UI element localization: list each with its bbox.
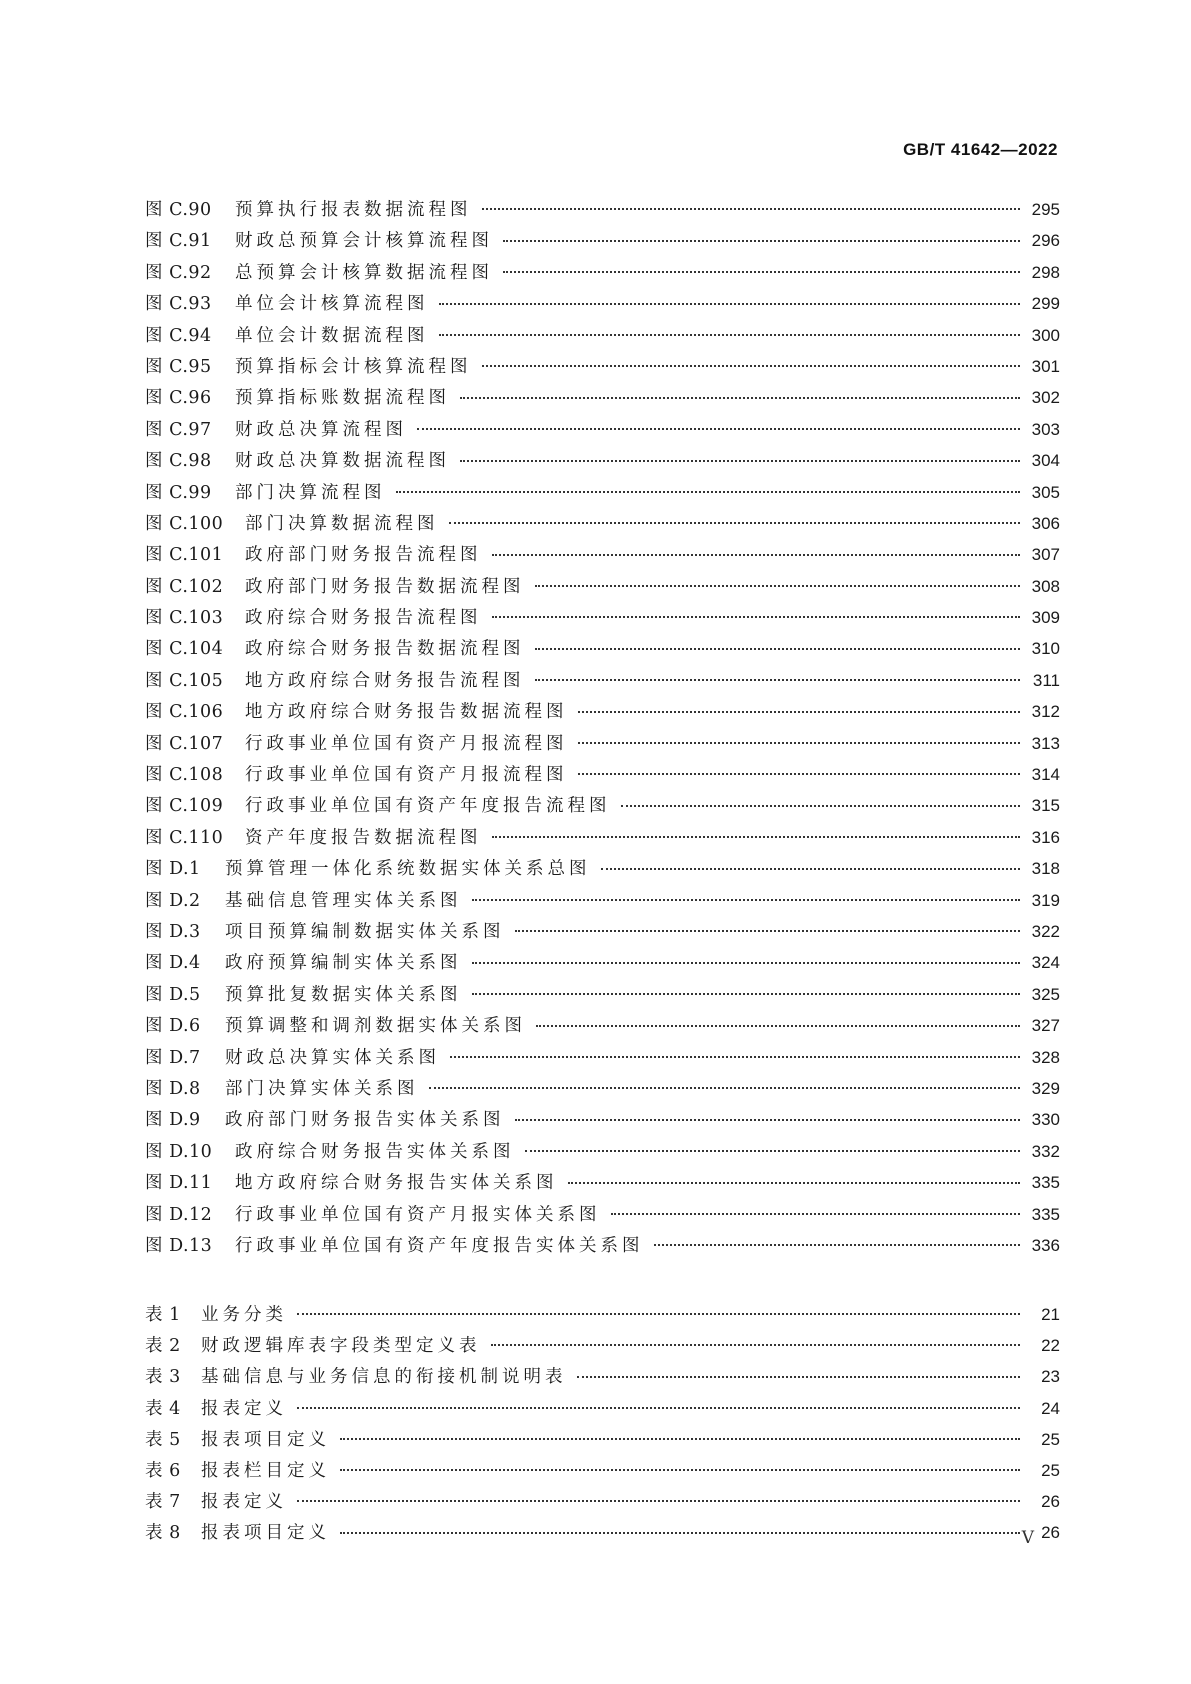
figure-entry[interactable] [145, 696, 1060, 727]
entry-page-number: 310 [1031, 639, 1060, 659]
entry-page-number: 23 [1041, 1367, 1060, 1387]
figure-entry[interactable] [145, 759, 1060, 790]
dot-leader [492, 835, 1021, 838]
dot-leader [472, 992, 1021, 995]
dot-leader [297, 1406, 1020, 1409]
entry-label: 图 D.11 [145, 1173, 213, 1194]
table-entry[interactable] [145, 1517, 1060, 1548]
entry-title: 预算批复数据实体关系图 [225, 984, 462, 1005]
entry-page-number: 316 [1031, 827, 1060, 847]
entry-page-number: 299 [1031, 294, 1060, 314]
figure-entry[interactable] [145, 320, 1060, 351]
figure-entry[interactable] [145, 508, 1060, 539]
entry-title: 行政事业单位国有资产年度报告实体关系图 [235, 1235, 644, 1256]
entry-page-number: 308 [1031, 576, 1060, 596]
dot-leader [568, 1181, 1021, 1184]
entry-page-number: 295 [1031, 200, 1060, 219]
dot-leader [482, 207, 1021, 210]
entry-page-number: 305 [1031, 482, 1060, 502]
figure-entry[interactable] [145, 1230, 1060, 1261]
figure-list [145, 194, 1060, 1261]
entry-page-number: 300 [1031, 325, 1060, 345]
dot-leader [340, 1531, 1020, 1534]
table-entry[interactable] [145, 1393, 1060, 1424]
figure-entry[interactable] [145, 1042, 1060, 1073]
figure-entry[interactable] [145, 382, 1060, 413]
entry-label: 图 D.10 [145, 1141, 213, 1162]
entry-title: 预算管理一体化系统数据实体关系总图 [225, 859, 591, 880]
entry-title: 政府综合财务报告实体关系图 [235, 1141, 515, 1162]
figure-entry[interactable] [145, 445, 1060, 476]
dot-leader [396, 490, 1021, 493]
entry-page-number: 298 [1031, 262, 1060, 282]
entry-title: 行政事业单位国有资产年度报告流程图 [245, 796, 611, 817]
entry-title: 项目预算编制数据实体关系图 [225, 921, 505, 942]
dot-leader [492, 615, 1021, 618]
figure-entry[interactable] [145, 633, 1060, 664]
entry-page-number: 25 [1041, 1460, 1060, 1480]
figure-entry[interactable] [145, 947, 1060, 978]
dot-leader [525, 1149, 1021, 1152]
figure-entry[interactable] [145, 539, 1060, 570]
dot-leader [492, 553, 1021, 556]
entry-title: 财政总预算会计核算流程图 [235, 231, 493, 252]
dot-leader [472, 961, 1021, 964]
entry-title: 财政总决算流程图 [235, 419, 407, 440]
entry-page-number: 319 [1031, 890, 1060, 910]
dot-leader [535, 647, 1021, 650]
dot-leader [439, 302, 1021, 305]
entry-label: 图 C.110 [145, 827, 224, 848]
dot-leader [654, 1243, 1021, 1246]
figure-entry[interactable] [145, 1167, 1060, 1198]
entry-title: 财政总决算实体关系图 [225, 1047, 440, 1068]
entry-title: 部门决算实体关系图 [225, 1078, 419, 1099]
entry-label: 图 C.107 [145, 733, 224, 754]
entry-title: 预算执行报表数据流程图 [235, 200, 472, 220]
figure-entry[interactable] [145, 979, 1060, 1010]
entry-page-number: 301 [1031, 356, 1060, 376]
dot-leader [472, 898, 1021, 901]
entry-page-number: 22 [1041, 1336, 1060, 1356]
dot-leader [515, 1118, 1021, 1121]
entry-label: 图 D.7 [145, 1047, 201, 1068]
figure-entry[interactable] [145, 885, 1060, 916]
entry-page-number: 314 [1031, 765, 1060, 785]
entry-label: 图 D.2 [145, 890, 201, 911]
figure-entry[interactable] [145, 1104, 1060, 1135]
entry-label: 图 C.92 [145, 262, 212, 283]
entry-label: 图 C.100 [145, 513, 224, 534]
entry-title: 行政事业单位国有资产月报流程图 [245, 765, 568, 786]
entry-page-number: 307 [1031, 545, 1060, 565]
entry-title: 报表栏目定义 [201, 1460, 330, 1481]
figure-entry[interactable] [145, 602, 1060, 633]
entry-page-number: 336 [1031, 1235, 1060, 1255]
entry-title: 地方政府综合财务报告实体关系图 [235, 1173, 558, 1194]
entry-page-number: 315 [1031, 796, 1060, 816]
entry-page-number: 296 [1031, 231, 1060, 251]
figure-entry[interactable] [145, 257, 1060, 288]
figure-entry[interactable] [145, 728, 1060, 759]
entry-title: 政府预算编制实体关系图 [225, 953, 462, 974]
entry-title: 报表项目定义 [201, 1429, 330, 1450]
dot-leader [340, 1437, 1020, 1440]
entry-label: 图 D.6 [145, 1016, 201, 1037]
entry-label: 图 C.91 [145, 231, 212, 252]
entry-title: 单位会计数据流程图 [235, 325, 429, 346]
dot-leader [297, 1499, 1020, 1502]
entry-page-number: 26 [1041, 1523, 1060, 1543]
entry-page-number: 24 [1041, 1398, 1060, 1418]
dot-leader [460, 396, 1020, 399]
entry-title: 预算指标会计核算流程图 [235, 356, 472, 377]
figure-entry[interactable] [145, 477, 1060, 508]
entry-title: 资产年度报告数据流程图 [245, 827, 482, 848]
entry-page-number: 324 [1031, 953, 1060, 973]
entry-label: 图 C.97 [145, 419, 212, 440]
dot-leader [297, 1312, 1020, 1315]
entry-label: 图 D.3 [145, 921, 201, 942]
entry-title: 政府综合财务报告流程图 [245, 608, 482, 629]
dot-leader [535, 584, 1021, 587]
entry-title: 政府部门财务报告数据流程图 [245, 576, 525, 597]
entry-label: 表 7 [145, 1492, 181, 1513]
dot-leader [578, 710, 1021, 713]
entry-label: 图 C.94 [145, 325, 212, 346]
dot-leader [340, 1468, 1020, 1471]
entry-title: 单位会计核算流程图 [235, 294, 429, 315]
figure-entry[interactable] [145, 665, 1060, 696]
entry-page-number: 303 [1031, 419, 1060, 439]
entry-label: 图 D.13 [145, 1235, 213, 1256]
dot-leader [578, 741, 1021, 744]
entry-page-number: 312 [1031, 702, 1060, 722]
entry-label: 表 1 [145, 1305, 181, 1325]
dot-leader [621, 804, 1021, 807]
entry-label: 图 D.9 [145, 1110, 201, 1131]
entry-title: 行政事业单位国有资产月报流程图 [245, 733, 568, 754]
page-number: V [1021, 1528, 1034, 1548]
table-entry[interactable] [145, 1455, 1060, 1486]
entry-label: 表 8 [145, 1523, 181, 1544]
dot-leader [536, 1024, 1020, 1027]
figure-entry[interactable] [145, 1199, 1060, 1230]
entry-label: 表 6 [145, 1460, 181, 1481]
entry-label: 图 C.95 [145, 356, 212, 377]
dot-leader [491, 1343, 1021, 1346]
entry-title: 政府部门财务报告实体关系图 [225, 1110, 505, 1131]
entry-page-number: 327 [1031, 1016, 1060, 1036]
entry-title: 部门决算流程图 [235, 482, 386, 503]
entry-label: 表 3 [145, 1367, 181, 1388]
entry-page-number: 329 [1031, 1078, 1060, 1098]
dot-leader [515, 929, 1021, 932]
entry-title: 预算调整和调剂数据实体关系图 [225, 1016, 526, 1037]
entry-label: 图 C.101 [145, 545, 224, 566]
table-entry[interactable] [145, 1486, 1060, 1517]
entry-label: 图 D.8 [145, 1078, 201, 1099]
table-entry[interactable] [145, 1299, 1060, 1330]
entry-title: 财政逻辑库表字段类型定义表 [201, 1336, 481, 1357]
entry-label: 图 C.99 [145, 482, 212, 503]
entry-label: 图 D.4 [145, 953, 201, 974]
figure-entry[interactable] [145, 225, 1060, 256]
entry-label: 图 C.103 [145, 608, 224, 629]
entry-label: 表 4 [145, 1398, 181, 1419]
figure-entry[interactable] [145, 194, 1060, 225]
entry-title: 基础信息管理实体关系图 [225, 890, 462, 911]
entry-page-number: 26 [1041, 1492, 1060, 1512]
dot-leader [577, 1375, 1021, 1378]
figure-entry[interactable] [145, 288, 1060, 319]
entry-label: 图 C.109 [145, 796, 224, 817]
entry-page-number: 25 [1041, 1429, 1060, 1449]
entry-page-number: 332 [1031, 1141, 1060, 1161]
entry-title: 政府部门财务报告流程图 [245, 545, 482, 566]
entry-label: 图 C.105 [145, 670, 224, 691]
entry-title: 政府综合财务报告数据流程图 [245, 639, 525, 660]
entry-page-number: 302 [1031, 388, 1060, 408]
entry-label: 图 D.5 [145, 984, 201, 1005]
table-entry[interactable] [145, 1330, 1060, 1361]
entry-title: 业务分类 [201, 1305, 287, 1325]
dot-leader [578, 772, 1021, 775]
dot-leader [429, 1086, 1021, 1089]
entry-page-number: 21 [1041, 1305, 1060, 1324]
entry-page-number: 330 [1031, 1110, 1060, 1130]
figure-entry[interactable] [145, 571, 1060, 602]
entry-label: 表 2 [145, 1336, 181, 1357]
entry-label: 图 C.98 [145, 451, 212, 472]
figure-entry[interactable] [145, 853, 1060, 884]
figure-entry[interactable] [145, 1073, 1060, 1104]
entry-title: 部门决算数据流程图 [245, 513, 439, 534]
dot-leader [439, 333, 1021, 336]
dot-leader [611, 1212, 1021, 1215]
entry-page-number: 306 [1031, 513, 1060, 533]
entry-page-number: 325 [1031, 984, 1060, 1004]
dot-leader [450, 1055, 1020, 1058]
entry-label: 表 5 [145, 1429, 181, 1450]
entry-title: 地方政府综合财务报告数据流程图 [245, 702, 568, 723]
dot-leader [503, 239, 1020, 242]
entry-label: 图 D.12 [145, 1204, 213, 1225]
dot-leader [482, 364, 1021, 367]
figure-entry[interactable] [145, 822, 1060, 853]
entry-page-number: 311 [1032, 670, 1060, 690]
entry-page-number: 335 [1031, 1204, 1060, 1224]
entry-title: 地方政府综合财务报告流程图 [245, 670, 525, 691]
entry-title: 报表项目定义 [201, 1523, 330, 1544]
standard-code-header: GB/T 41642—2022 [903, 140, 1058, 159]
figure-entry[interactable] [145, 1010, 1060, 1041]
entry-title: 行政事业单位国有资产月报实体关系图 [235, 1204, 601, 1225]
entry-title: 基础信息与业务信息的衔接机制说明表 [201, 1367, 567, 1388]
entry-page-number: 318 [1031, 859, 1060, 879]
entry-page-number: 313 [1031, 733, 1060, 753]
entry-label: 图 C.90 [145, 200, 212, 220]
entry-label: 图 D.1 [145, 859, 201, 880]
entry-title: 财政总决算数据流程图 [235, 451, 450, 472]
dot-leader [535, 678, 1021, 681]
table-entry[interactable] [145, 1424, 1060, 1455]
entry-label: 图 C.93 [145, 294, 212, 315]
entry-page-number: 304 [1031, 451, 1060, 471]
entry-page-number: 309 [1031, 608, 1060, 628]
entry-title: 报表定义 [201, 1492, 287, 1513]
figure-entry[interactable] [145, 414, 1060, 445]
table-entry[interactable] [145, 1361, 1060, 1392]
entry-label: 图 C.96 [145, 388, 212, 409]
entry-title: 报表定义 [201, 1398, 287, 1419]
entry-page-number: 335 [1031, 1173, 1060, 1193]
entry-title: 总预算会计核算数据流程图 [235, 262, 493, 283]
entry-label: 图 C.106 [145, 702, 224, 723]
figure-entry[interactable] [145, 916, 1060, 947]
dot-leader [449, 521, 1021, 524]
dot-leader [417, 427, 1020, 430]
dot-leader [601, 867, 1021, 870]
figure-entry[interactable] [145, 790, 1060, 821]
entry-page-number: 322 [1031, 921, 1060, 941]
figure-entry[interactable] [145, 1136, 1060, 1167]
table-list [145, 1299, 1060, 1549]
entry-title: 预算指标账数据流程图 [235, 388, 450, 409]
dot-leader [460, 459, 1020, 462]
entry-label: 图 C.104 [145, 639, 224, 660]
figure-entry[interactable] [145, 351, 1060, 382]
entry-label: 图 C.102 [145, 576, 224, 597]
dot-leader [503, 270, 1020, 273]
entry-label: 图 C.108 [145, 765, 224, 786]
entry-page-number: 328 [1031, 1047, 1060, 1067]
